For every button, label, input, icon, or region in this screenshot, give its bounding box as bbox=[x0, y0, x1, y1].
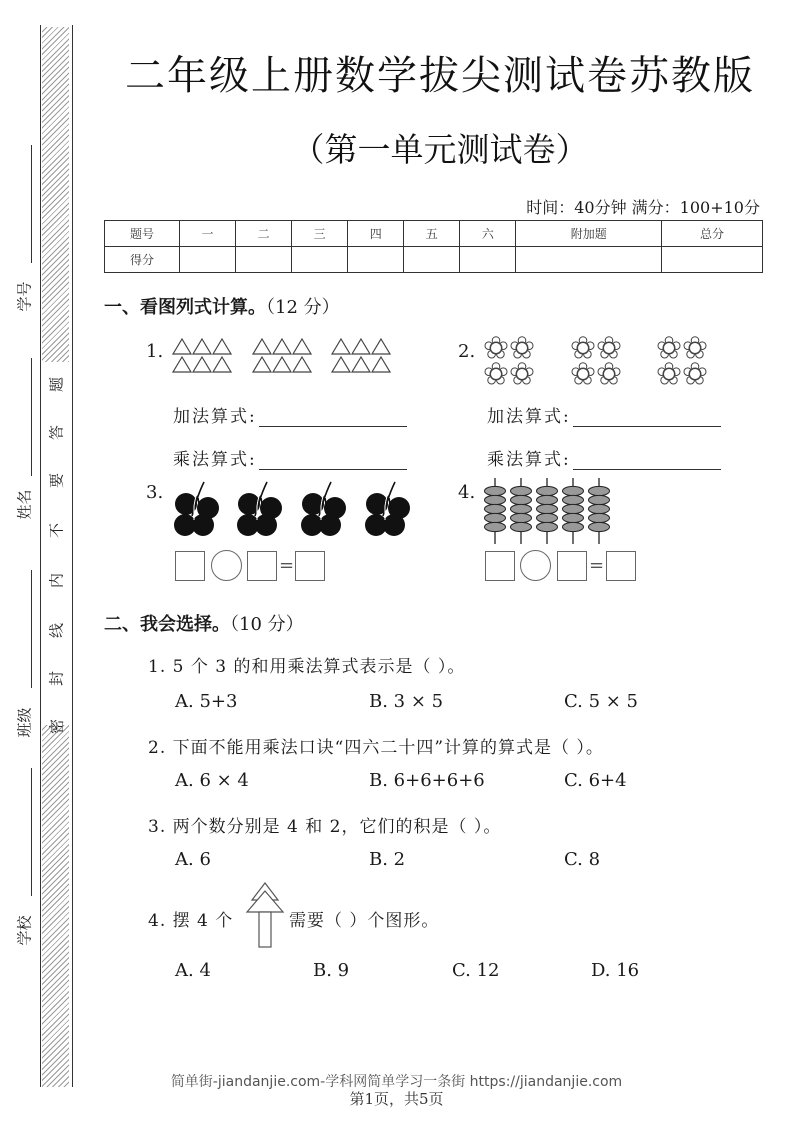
q1-addition-label: 加法算式: bbox=[173, 407, 257, 427]
choice-question-4-part2: 需要（ ）个图形。 bbox=[289, 911, 440, 931]
abacus-bead-column-icon-group bbox=[484, 478, 614, 544]
seal-char: 要 bbox=[47, 473, 66, 489]
q4-answer-box-1[interactable] bbox=[485, 551, 515, 581]
q3-answer-box-3[interactable] bbox=[295, 551, 325, 581]
q4-equals-sign: = bbox=[589, 555, 605, 576]
q1-multiplication-label: 乘法算式: bbox=[173, 450, 257, 470]
hatch-top bbox=[42, 27, 69, 362]
q3-number: 3. bbox=[146, 482, 164, 503]
q1-addition-formula bbox=[173, 402, 407, 427]
page-number: 第1页，共5页 bbox=[349, 1090, 444, 1108]
q4-answer-box-2[interactable] bbox=[557, 551, 587, 581]
choice-question-1: 1. 5 个 3 的和用乘法算式表示是（ ）。 bbox=[148, 657, 466, 677]
score-input-cell[interactable] bbox=[180, 247, 236, 273]
seal-char: 内 bbox=[47, 573, 66, 589]
score-input-cell[interactable] bbox=[662, 247, 763, 273]
section-1-heading bbox=[104, 293, 340, 319]
section-1-points: （12 分） bbox=[266, 297, 340, 318]
tree-shape-icon bbox=[243, 881, 287, 949]
q2-addition-formula bbox=[487, 402, 721, 427]
table-cell: 得分 bbox=[105, 247, 180, 273]
score-input-cell[interactable] bbox=[404, 247, 460, 273]
choice-option[interactable]: A. 4 bbox=[175, 960, 211, 981]
q3-operator-circle[interactable] bbox=[211, 550, 242, 581]
choice-option[interactable]: B. 9 bbox=[313, 960, 350, 981]
score-input-cell[interactable] bbox=[292, 247, 348, 273]
binding-line-left bbox=[40, 25, 41, 1087]
class-label: 班级 bbox=[15, 707, 34, 738]
q2-multiplication-formula bbox=[487, 445, 721, 470]
choice-option[interactable]: C. 12 bbox=[452, 960, 500, 981]
q1-addition-blank[interactable] bbox=[259, 406, 407, 427]
seal-char: 题 bbox=[47, 377, 66, 393]
name-blank[interactable] bbox=[31, 358, 32, 476]
seal-char: 线 bbox=[47, 623, 66, 639]
choice-option[interactable]: B. 2 bbox=[369, 849, 406, 870]
section-1-title: 一、看图列式计算。 bbox=[104, 297, 266, 318]
table-cell: 题号 bbox=[105, 221, 180, 247]
choice-question-2: 2. 下面不能用乘法口诀“四六二十四”计算的算式是（ ）。 bbox=[148, 738, 604, 758]
footer-source-link[interactable]: 简单街-jiandanjie.com-学科网简单学习一条街 https://jiandanjie.com bbox=[170, 1074, 623, 1090]
score-input-cell[interactable] bbox=[236, 247, 292, 273]
page-title: 二年级上册数学拔尖测试卷苏教版 bbox=[125, 53, 755, 99]
q2-multiplication-blank[interactable] bbox=[573, 449, 721, 470]
table-cell: 二 bbox=[236, 221, 292, 247]
table-cell: 六 bbox=[460, 221, 516, 247]
q1-number: 1. bbox=[146, 341, 164, 362]
table-cell: 四 bbox=[348, 221, 404, 247]
score-input-cell[interactable] bbox=[348, 247, 404, 273]
seal-char: 答 bbox=[47, 425, 66, 441]
student-id-blank[interactable] bbox=[31, 145, 32, 263]
choice-option[interactable]: A. 6 × 4 bbox=[175, 770, 249, 791]
seal-char: 不 bbox=[47, 523, 66, 539]
school-blank[interactable] bbox=[31, 768, 32, 896]
score-input-cell[interactable] bbox=[516, 247, 662, 273]
grape-cluster-icon-group bbox=[170, 480, 420, 540]
section-2-heading bbox=[104, 610, 304, 636]
choice-option[interactable]: B. 3 × 5 bbox=[369, 691, 444, 712]
hatch-bottom bbox=[42, 725, 69, 1087]
score-table bbox=[104, 220, 763, 273]
choice-question-3: 3. 两个数分别是 4 和 2，它们的积是（ ）。 bbox=[148, 817, 502, 837]
triangle-icon-group bbox=[172, 338, 397, 374]
q3-answer-box-1[interactable] bbox=[175, 551, 205, 581]
q2-number: 2. bbox=[458, 341, 476, 362]
q2-addition-blank[interactable] bbox=[573, 406, 721, 427]
q1-multiplication-formula bbox=[173, 445, 407, 470]
choice-question-4-part1: 4. 摆 4 个 bbox=[148, 911, 234, 931]
q2-multiplication-label: 乘法算式: bbox=[487, 450, 571, 470]
q4-answer-box-3[interactable] bbox=[606, 551, 636, 581]
student-id-label: 学号 bbox=[15, 281, 34, 312]
class-blank[interactable] bbox=[31, 570, 32, 688]
table-cell: 总分 bbox=[662, 221, 763, 247]
choice-option[interactable]: D. 16 bbox=[591, 960, 640, 981]
table-cell: 一 bbox=[180, 221, 236, 247]
section-2-points: （10 分） bbox=[230, 614, 304, 635]
q4-number: 4. bbox=[458, 482, 476, 503]
table-cell: 五 bbox=[404, 221, 460, 247]
choice-option[interactable]: C. 6+4 bbox=[564, 770, 627, 791]
q3-answer-box-2[interactable] bbox=[247, 551, 277, 581]
choice-option[interactable]: C. 8 bbox=[564, 849, 601, 870]
q1-multiplication-blank[interactable] bbox=[259, 449, 407, 470]
score-table-score-row bbox=[105, 247, 763, 273]
seal-char: 密 bbox=[47, 719, 66, 735]
score-input-cell[interactable] bbox=[460, 247, 516, 273]
table-cell: 三 bbox=[292, 221, 348, 247]
score-table-header-row bbox=[105, 221, 763, 247]
section-2-title: 二、我会选择。 bbox=[104, 614, 230, 635]
table-cell: 附加题 bbox=[516, 221, 662, 247]
page-subtitle: （第一单元测试卷） bbox=[291, 130, 589, 169]
name-label: 姓名 bbox=[15, 489, 34, 520]
choice-option[interactable]: B. 6+6+6+6 bbox=[369, 770, 485, 791]
flower-icon-group bbox=[484, 336, 716, 388]
exam-meta: 时间：40分钟 满分：100+10分 bbox=[526, 198, 760, 217]
binding-line-right bbox=[72, 25, 73, 1087]
q4-operator-circle[interactable] bbox=[520, 550, 551, 581]
q3-equals-sign: = bbox=[279, 555, 295, 576]
choice-option[interactable]: A. 6 bbox=[175, 849, 211, 870]
choice-option[interactable]: A. 5+3 bbox=[175, 691, 238, 712]
q2-addition-label: 加法算式: bbox=[487, 407, 571, 427]
seal-char: 封 bbox=[47, 671, 66, 687]
school-label: 学校 bbox=[15, 915, 34, 946]
choice-option[interactable]: C. 5 × 5 bbox=[564, 691, 639, 712]
